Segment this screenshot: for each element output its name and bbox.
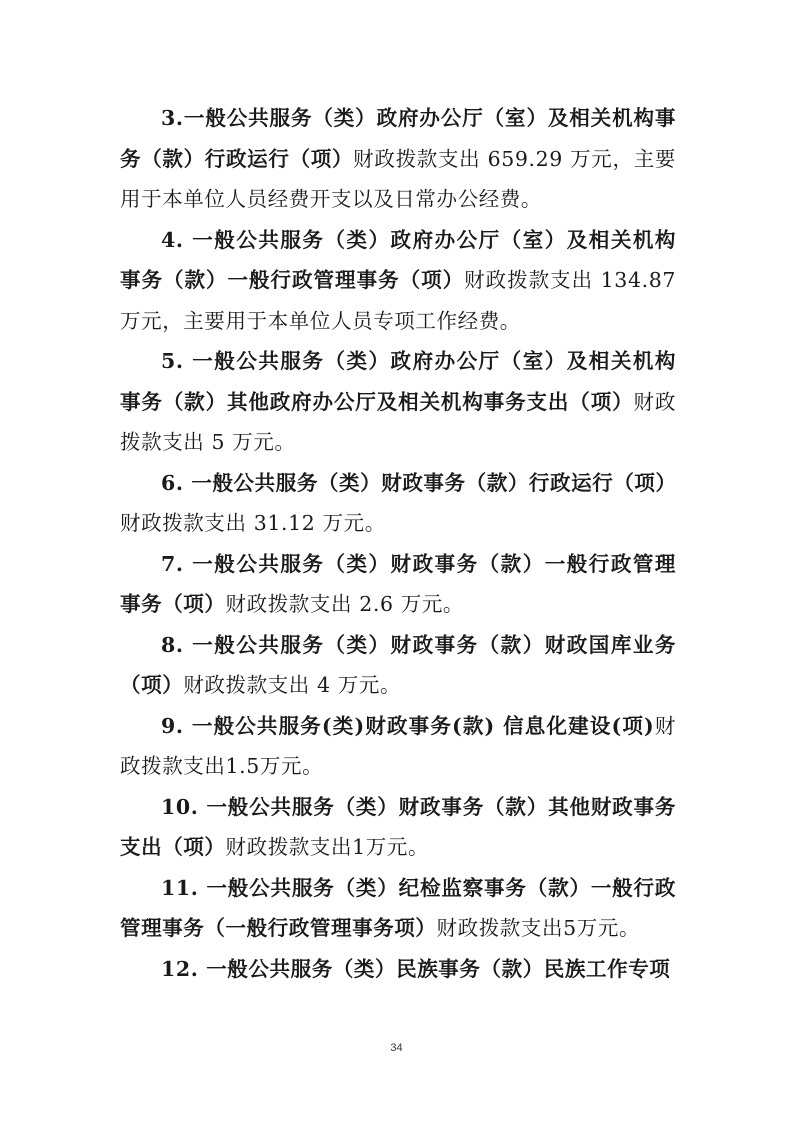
item-detail: 财政拨款支出 5 万元。	[120, 389, 676, 454]
item-heading: 9. 一般公共服务(类)财政事务(款) 信息化建设(项)	[161, 713, 655, 738]
paragraph-item-10	[120, 787, 676, 868]
item-detail: 财政拨款支出5万元。	[436, 916, 641, 940]
item-detail: 财政拨款支出 31.12 万元。	[120, 511, 386, 535]
paragraph-item-6	[120, 463, 676, 544]
paragraph-item-8	[120, 625, 676, 706]
item-heading: 4. 一般公共服务（类）政府办公厅（室）及相关机构事务（款）一般行政管理事务（项）	[120, 227, 676, 292]
item-heading: 11. 一般公共服务（类）纪检监察事务（款）一般行政管理事务（一般行政管理事务项）	[120, 875, 676, 940]
item-detail: 财政拨款支出1.5万元。	[120, 713, 676, 778]
item-heading: 8. 一般公共服务（类）财政事务（款）财政国库业务（项）	[120, 632, 676, 697]
paragraph-item-5	[120, 341, 676, 463]
page-number: 34	[390, 1042, 403, 1054]
item-heading: 5. 一般公共服务（类）政府办公厅（室）及相关机构事务（款）其他政府办公厅及相关机构事务支出（项）	[120, 349, 676, 414]
item-detail: 财政拨款支出 134.87 万元，主要用于本单位人员专项工作经费。	[120, 268, 676, 333]
item-detail: 财政拨款支出 2.6 万元。	[225, 592, 465, 616]
item-heading: 7. 一般公共服务（类）财政事务（款）一般行政管理事务（项）	[120, 551, 676, 616]
paragraph-item-12	[120, 949, 676, 990]
paragraph-item-11	[120, 868, 676, 949]
paragraph-item-3	[120, 98, 676, 220]
item-heading: 12. 一般公共服务（类）民族事务（款）民族工作专项	[161, 956, 671, 981]
paragraph-item-9	[120, 706, 676, 787]
paragraph-item-7	[120, 544, 676, 625]
item-heading: 3.一般公共服务（类）政府办公厅（室）及相关机构事务（款）行政运行（项）	[120, 106, 676, 171]
item-detail: 财政拨款支出1万元。	[225, 835, 430, 859]
paragraph-item-4	[120, 220, 676, 342]
document-body	[120, 98, 676, 989]
item-detail: 财政拨款支出 659.29 万元，主要用于本单位人员经费开支以及日常办公经费。	[120, 146, 676, 211]
item-heading: 6. 一般公共服务（类）财政事务（款）行政运行（项）	[161, 470, 677, 495]
item-heading: 10. 一般公共服务（类）财政事务（款）其他财政事务支出（项）	[120, 794, 676, 859]
item-detail: 财政拨款支出 4 万元。	[183, 673, 402, 697]
